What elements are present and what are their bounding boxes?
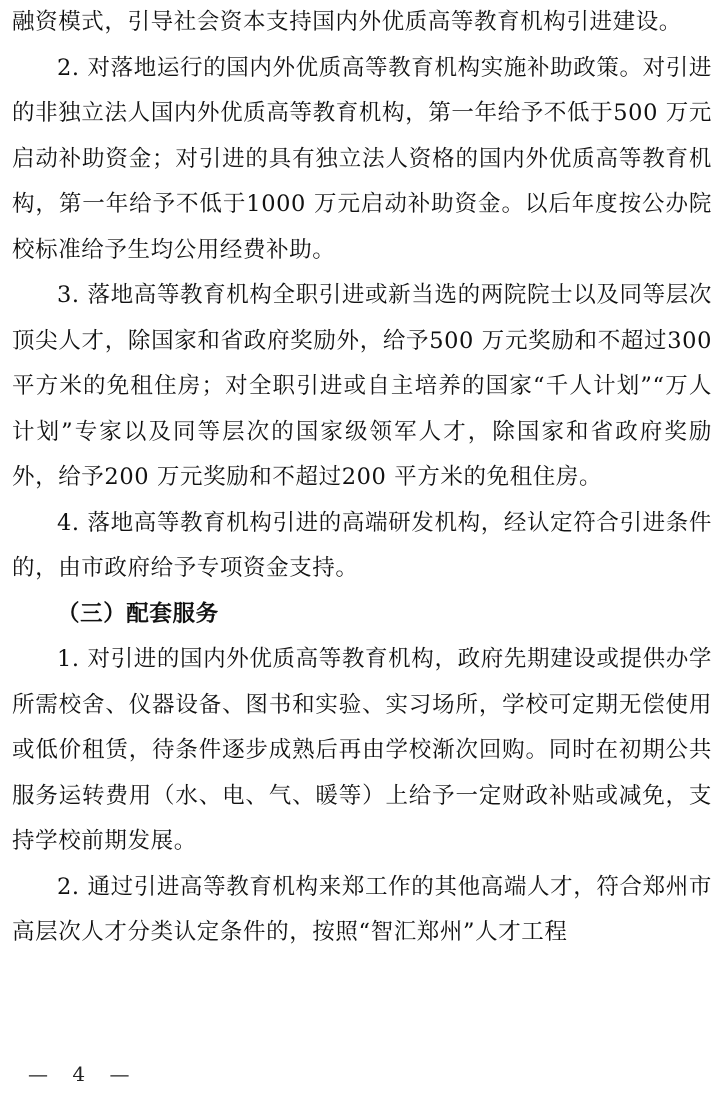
paragraph-continuation: 融资模式，引导社会资本支持国内外优质高等教育机构引进建设。 bbox=[12, 9, 682, 35]
paragraph-item-2-subsidy-policy: 2. 对落地运行的国内外优质高等教育机构实施补助政策。对引进的非独立法人国内外优质高等教育机构，第一年给予不低于500 万元启动补助资金；对引进的具有独立法人资格的国内外优质高等教育机构，第一年给予不低于1000 万元启动补助资金。以后年度按公办院校标准给予生均公用经费补助。 bbox=[12, 54, 712, 263]
paragraph-item-4-research-institutions: 4. 落地高等教育机构引进的高端研发机构，经认定符合引进条件的，由市政府给予专项资金支持。 bbox=[12, 509, 712, 581]
page-number: 4 bbox=[72, 1062, 88, 1086]
paragraph-item-3-talent-rewards: 3. 落地高等教育机构全职引进或新当选的两院院士以及同等层次顶尖人才，除国家和省政府奖励外，给予500 万元奖励和不超过300 平方米的免租住房；对全职引进或自主培养的国家“千人计划”“万人计划”专家以及同等层次的国家级领军人才，除国家和省政府奖励外，给予200 万元奖励和不超过200 平方米的免租住房。 bbox=[12, 282, 712, 490]
section-heading-support-services: （三）配套服务 bbox=[57, 600, 219, 627]
paragraph-item-1-facilities: 1. 对引进的国内外优质高等教育机构，政府先期建设或提供办学所需校舍、仪器设备、图书和实验、实习场所，学校可定期无偿使用或低价租赁，待条件逐步成熟后再由学校渐次回购。同时在初期公共服务运转费用（水、电、气、暖等）上给予一定财政补贴或减免，支持学校前期发展。 bbox=[12, 646, 712, 854]
footer-dash-left: — bbox=[28, 1062, 50, 1086]
document-body bbox=[12, 0, 712, 956]
footer-dash-right: — bbox=[109, 1062, 132, 1086]
paragraph-item-2-other-talents: 2. 通过引进高等教育机构来郑工作的其他高端人才，符合郑州市高层次人才分类认定条件的，按照“智汇郑州”人才工程 bbox=[12, 873, 712, 945]
page-footer bbox=[28, 1062, 131, 1086]
